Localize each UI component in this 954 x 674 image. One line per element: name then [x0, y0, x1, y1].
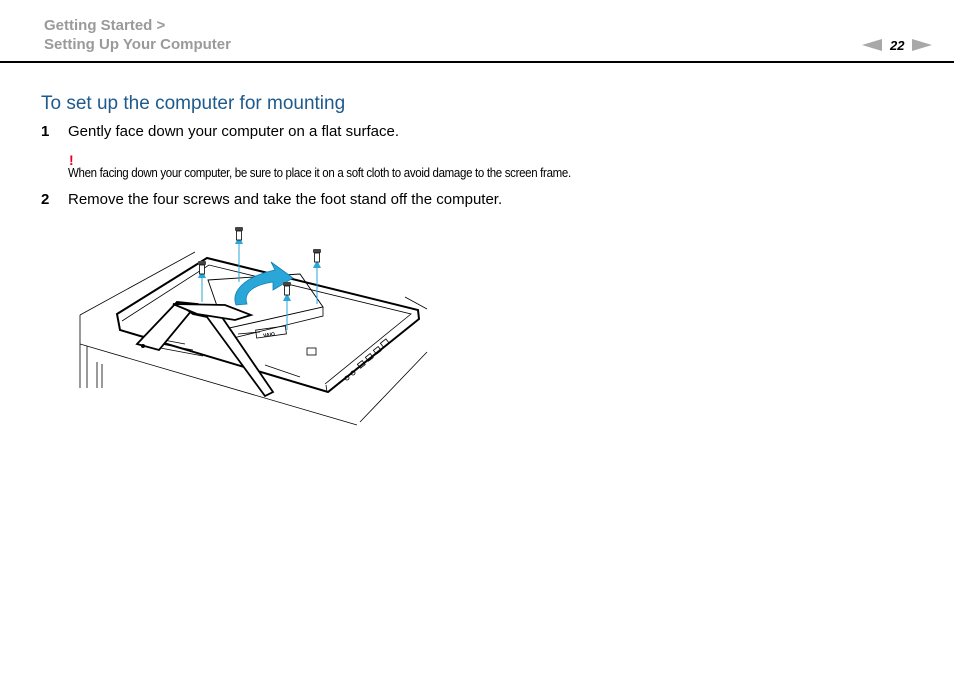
computer-stand-removal-illustration	[75, 222, 435, 427]
step-number: 1	[41, 123, 50, 140]
step-text: Gently face down your computer on a flat surface.	[68, 123, 400, 140]
previous-page-arrow-icon[interactable]	[862, 39, 882, 51]
step-1	[41, 123, 399, 141]
step-text: Remove the four screws and take the foot stand off the computer.	[68, 191, 503, 208]
page-number: 22	[890, 37, 905, 53]
next-page-arrow-icon[interactable]	[912, 39, 932, 51]
page-navigator	[862, 37, 932, 53]
step-number: 2	[41, 191, 50, 208]
caution-text: When facing down your computer, be sure to place it on a soft cloth to avoid damage to the screen frame.	[68, 166, 571, 180]
caution-icon: !	[69, 152, 74, 168]
step-2	[41, 191, 502, 209]
breadcrumb-setting-up[interactable]: Setting Up Your Computer	[44, 36, 231, 53]
header-divider	[0, 61, 954, 63]
brand-label: VAIO	[262, 331, 276, 340]
section-title: To set up the computer for mounting	[41, 93, 346, 114]
breadcrumb-getting-started[interactable]: Getting Started >	[44, 17, 166, 34]
